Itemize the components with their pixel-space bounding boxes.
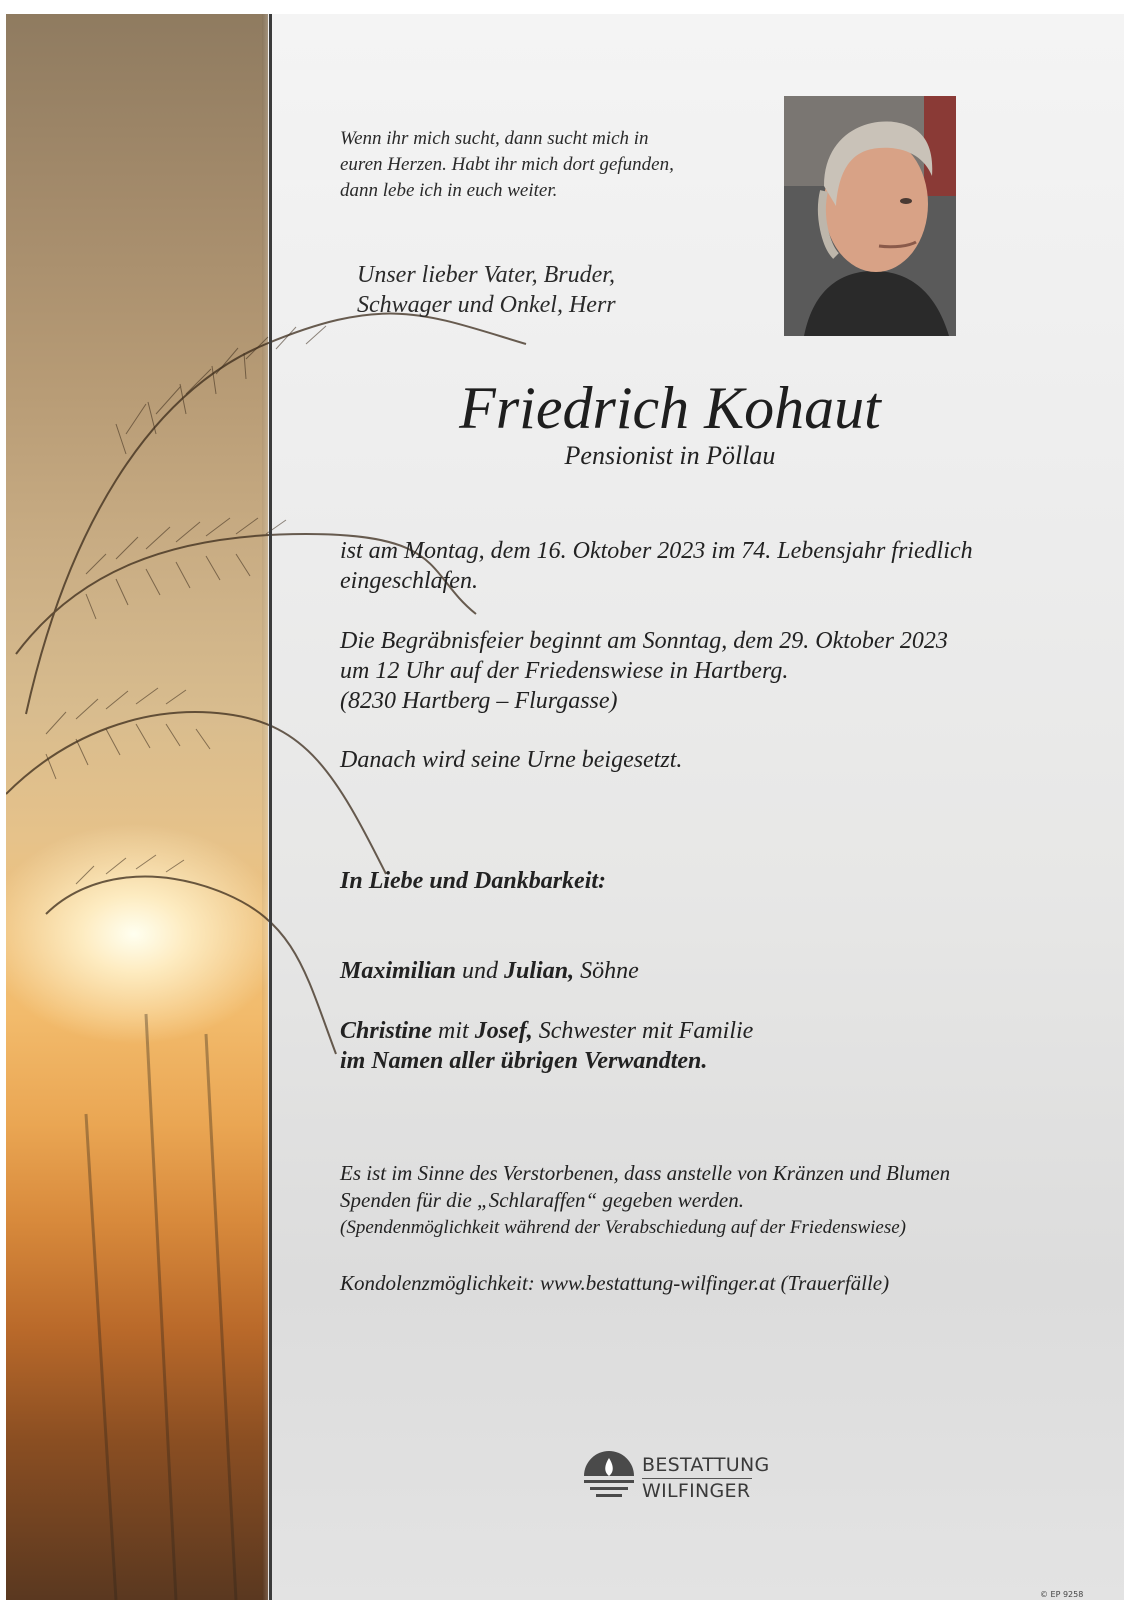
funeral-info: Die Begräbnisfeier beginnt am Sonntag, dem 29. Oktober 2023 um 12 Uhr auf der Friedenswiese in Hartberg. (8230 Hartberg – Flurgasse) [340, 628, 948, 714]
donation-line-1: Es ist im Sinne des Verstorbenen, dass anstelle von Kränzen und Blumen [340, 1161, 951, 1185]
donation-request [340, 1160, 1080, 1241]
family-sons [340, 926, 1040, 986]
sons-role: Söhne [574, 958, 639, 984]
family-others: im Namen aller übrigen Verwandten. [340, 1048, 708, 1074]
family-sister [340, 986, 1040, 1046]
print-code: © EP 9258 [1040, 1590, 1084, 1599]
sister-partner: Josef, [474, 1018, 533, 1044]
donation-line-2: Spenden für die „Schlaraffen“ gegeben werden. [340, 1188, 744, 1212]
son-name-1: Maximilian [340, 958, 457, 984]
logo-rule [642, 1478, 752, 1479]
sister-with: mit [432, 1018, 475, 1044]
sons-and: und [456, 958, 505, 984]
intro-text: Unser lieber Vater, Bruder, Schwager und Onkel, Herr [357, 262, 616, 318]
urn-info: Danach wird seine Urne beigesetzt. [340, 747, 683, 773]
deceased-name: Friedrich Kohaut [459, 375, 881, 441]
logo-text-line-2: WILFINGER [642, 1480, 751, 1502]
motto-quote: Wenn ihr mich sucht, dann sucht mich in euren Herzen. Habt ihr mich dort gefunden, dann lebe ich in euch weiter. [340, 128, 674, 201]
funeral-home-logo [580, 1444, 780, 1514]
condolence-info: Kondolenzmöglichkeit: www.bestattung-wilfinger.at (Trauerfälle) [340, 1271, 890, 1295]
obituary-page [6, 14, 1124, 1600]
thanks-heading: In Liebe und Dankbarkeit: [340, 868, 607, 894]
donation-note: (Spendenmöglichkeit während der Verabschiedung auf der Friedenswiese) [340, 1217, 907, 1238]
son-name-2: Julian, [504, 958, 575, 984]
death-notice: ist am Montag, dem 16. Oktober 2023 im 74. Lebensjahr friedlich eingeschlafen. [340, 538, 973, 594]
portrait-photo [784, 96, 956, 336]
sister-role: Schwester mit Familie [532, 1018, 754, 1044]
occupation: Pensionist in Pöllau [564, 441, 776, 470]
logo-text-line-1: BESTATTUNG [642, 1454, 770, 1476]
vertical-divider [269, 14, 272, 1600]
sister-name: Christine [340, 1018, 433, 1044]
candle-flame-icon [580, 1446, 638, 1504]
sunset-background-image [6, 14, 268, 1600]
